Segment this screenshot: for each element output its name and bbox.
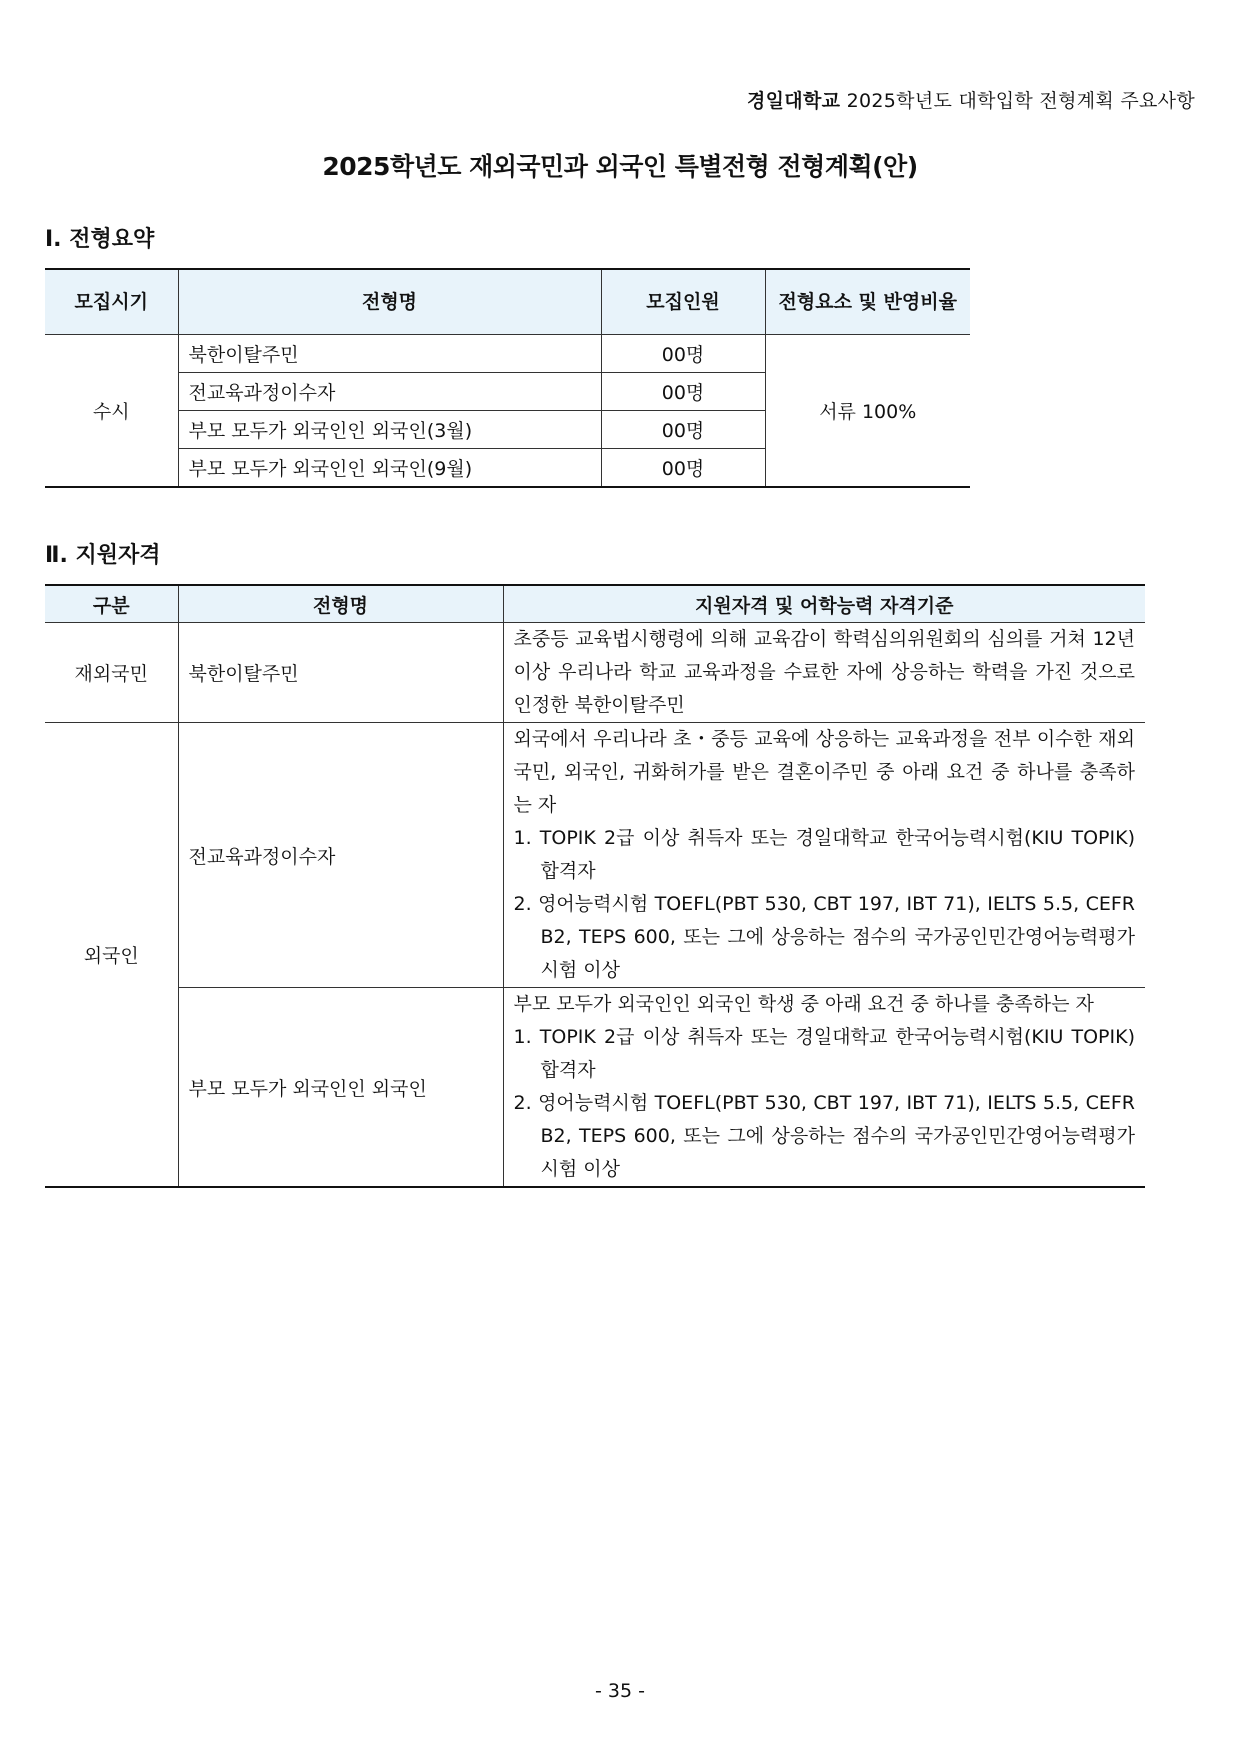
admission-name: 전교육과정이수자 [178, 373, 601, 411]
category-cell: 외국인 [45, 723, 178, 1188]
header-text: 2025학년도 대학입학 전형계획 주요사항 [846, 90, 1195, 112]
admission-name: 북한이탈주민 [178, 623, 503, 723]
admission-count: 00명 [601, 411, 765, 449]
section-1-title: Ⅰ. 전형요약 [45, 227, 155, 252]
header-name: 전형명 [178, 585, 503, 623]
admission-count: 00명 [601, 373, 765, 411]
admission-name: 북한이탈주민 [178, 335, 601, 373]
admission-count: 00명 [601, 335, 765, 373]
admission-name: 부모 모두가 외국인인 외국인(9월) [178, 449, 601, 488]
eligibility-table [45, 584, 1145, 1188]
criteria-item: 2. 영어능력시험 TOEFL(PBT 530, CBT 197, IBT 71), IELTS 5.5, CEFR B2, TEPS 600, 또는 그에 상응하는 점수의 국가공인민간영어능력평가시험 이상 [513, 893, 1135, 981]
header-school: 경일대학교 [746, 90, 841, 112]
header-criteria: 지원자격 및 어학능력 자격기준 [503, 585, 1145, 623]
header-period: 모집시기 [45, 269, 178, 335]
table-row [45, 335, 970, 373]
category-cell: 재외국민 [45, 623, 178, 723]
page-number: - 35 - [595, 1680, 645, 1702]
criteria-item: 1. TOPIK 2급 이상 취득자 또는 경일대학교 한국어능력시험(KIU TOPIK) 합격자 [513, 827, 1135, 882]
ratio-cell: 서류 100% [765, 335, 970, 488]
table-header-row [45, 585, 1145, 623]
criteria-text: 초중등 교육법시행령에 의해 교육감이 학력심의위원회의 심의를 거쳐 12년 이상 우리나라 학교 교육과정을 수료한 자에 상응하는 학력을 가진 것으로 인정한 북한이탈주민 [513, 628, 1135, 716]
header-category: 구분 [45, 585, 178, 623]
document-title: 2025학년도 재외국민과 외국인 특별전형 전형계획(안) [322, 152, 918, 181]
section-2-title: Ⅱ. 지원자격 [45, 543, 161, 568]
criteria-item: 1. TOPIK 2급 이상 취득자 또는 경일대학교 한국어능력시험(KIU TOPIK) 합격자 [513, 1026, 1135, 1081]
admission-name: 부모 모두가 외국인인 외국인(3월) [178, 411, 601, 449]
criteria-intro: 외국에서 우리나라 초・중등 교육에 상응하는 교육과정을 전부 이수한 재외국민, 외국인, 귀화허가를 받은 결혼이주민 중 아래 요건 중 하나를 충족하는 자 [513, 728, 1135, 816]
table-row [45, 723, 1145, 988]
period-cell: 수시 [45, 335, 178, 488]
table-row [45, 988, 1145, 1188]
header-ratio: 전형요소 및 반영비율 [765, 269, 970, 335]
table-row [45, 623, 1145, 723]
admission-name: 부모 모두가 외국인인 외국인 [178, 988, 503, 1188]
header-count: 모집인원 [601, 269, 765, 335]
admission-name: 전교육과정이수자 [178, 723, 503, 988]
table-header-row [45, 269, 970, 335]
header-name: 전형명 [178, 269, 601, 335]
admission-count: 00명 [601, 449, 765, 488]
summary-table [45, 268, 970, 488]
criteria-intro: 부모 모두가 외국인인 외국인 학생 중 아래 요건 중 하나를 충족하는 자 [513, 993, 1094, 1015]
running-header [747, 86, 1195, 113]
criteria-item: 2. 영어능력시험 TOEFL(PBT 530, CBT 197, IBT 71), IELTS 5.5, CEFR B2, TEPS 600, 또는 그에 상응하는 점수의 국가공인민간영어능력평가시험 이상 [513, 1092, 1135, 1180]
